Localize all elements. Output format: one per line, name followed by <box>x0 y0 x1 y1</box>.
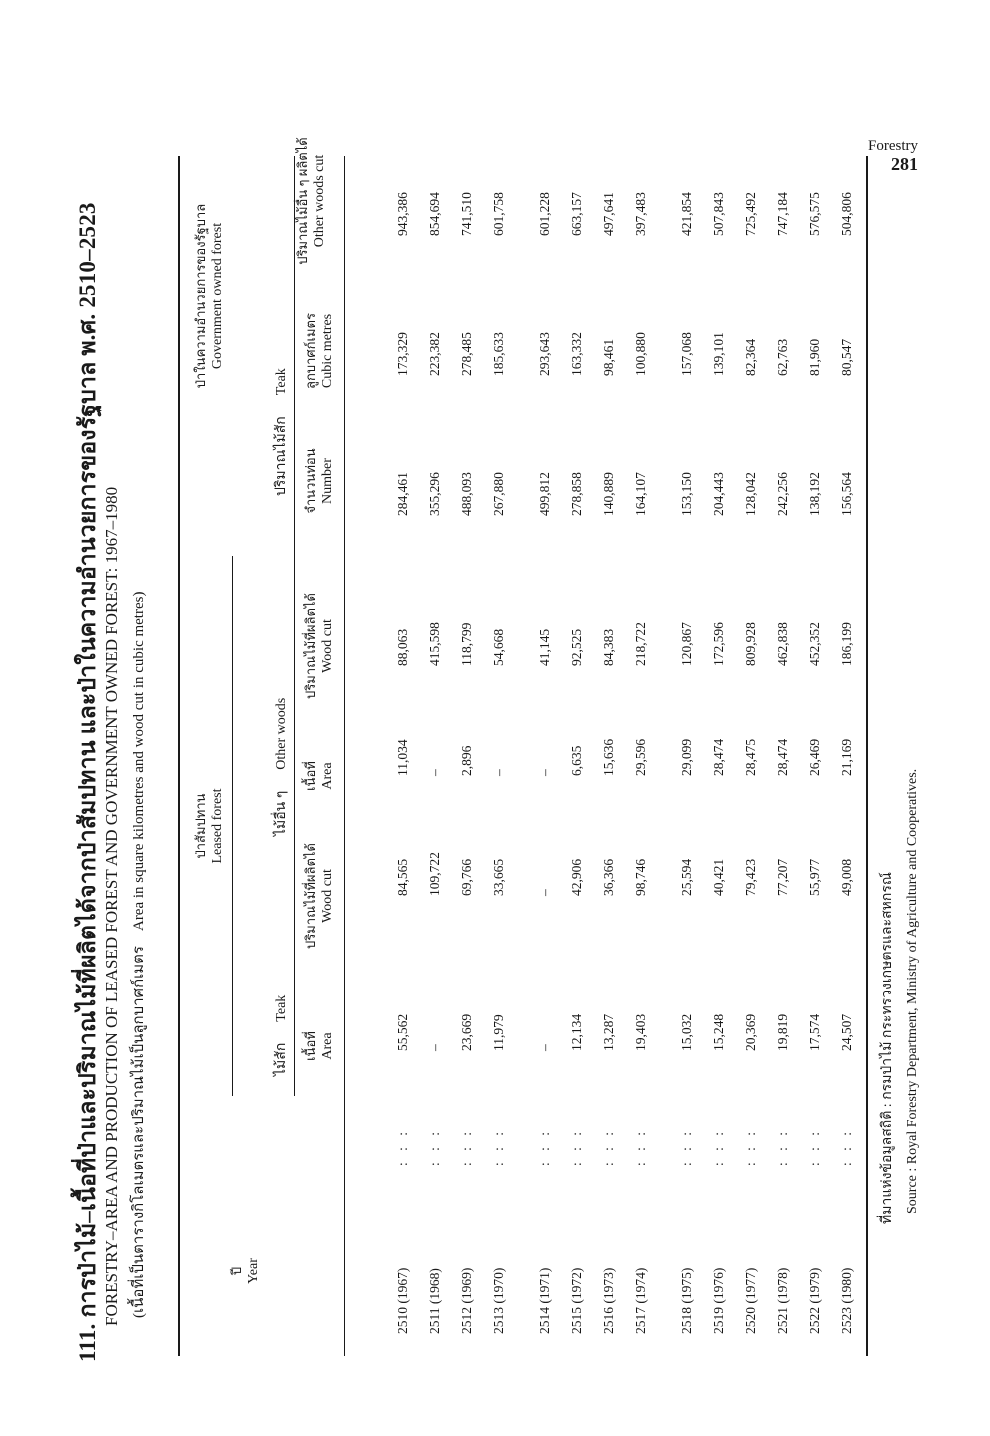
cell-teak-area: – <box>537 1044 552 1051</box>
cell-teak-area: 17,574 <box>807 1013 822 1051</box>
table-row <box>537 0 567 1436</box>
cell-dots: : : : <box>711 1127 726 1166</box>
cell-other-area: 6,635 <box>569 745 584 776</box>
col-other-cut-header <box>302 566 336 726</box>
cell-gov-cubic: 82,364 <box>743 338 758 376</box>
cell-dots: : : : <box>537 1127 552 1166</box>
cell-other-area: 28,474 <box>711 738 726 776</box>
year-header-thai: ปี <box>229 1266 244 1276</box>
cell-other-area: 26,469 <box>807 738 822 776</box>
col-other-cut-english: Wood cut <box>320 619 335 673</box>
cell-gov-cubic: 157,068 <box>679 332 694 376</box>
cell-other-cut: 809,928 <box>743 622 758 666</box>
gov-teak-group-header <box>270 368 292 496</box>
cell-gov-number: 499,812 <box>537 472 552 516</box>
section-name: Forestry <box>868 138 918 154</box>
cell-gov-number: 278,858 <box>569 472 584 516</box>
table-row <box>601 0 631 1436</box>
subgroup-rule <box>294 156 295 1096</box>
cell-gov-other: 741,510 <box>459 192 474 236</box>
page-number: 281 <box>891 154 918 174</box>
cell-gov-other: 576,575 <box>807 192 822 236</box>
cell-other-area: – <box>491 769 506 776</box>
cell-other-cut: 218,722 <box>633 622 648 666</box>
table-row <box>459 0 489 1436</box>
year-header-english: Year <box>246 1258 261 1284</box>
col-teak-cut-header <box>302 826 336 966</box>
col-gov-other-english: Other woods cut <box>312 154 327 248</box>
header-bottom-rule <box>344 156 345 1356</box>
cell-teak-area: 12,134 <box>569 1013 584 1051</box>
leased-span-rule <box>232 556 233 1096</box>
cell-year: 2523 (1980) <box>839 1267 854 1334</box>
col-teak-cut-thai: ปริมาณไม้ที่ผลิตได้ <box>303 843 318 949</box>
col-gov-number-english: Number <box>320 458 335 504</box>
cell-gov-other: 507,843 <box>711 192 726 236</box>
cell-gov-number: 355,296 <box>427 472 442 516</box>
cell-gov-other: 397,483 <box>633 192 648 236</box>
cell-other-cut: 84,383 <box>601 628 616 666</box>
cell-gov-other: 601,758 <box>491 192 506 236</box>
gov-forest-header <box>192 76 226 516</box>
cell-year: 2514 (1971) <box>537 1267 552 1334</box>
cell-teak-cut: – <box>537 889 552 896</box>
cell-gov-cubic: 278,485 <box>459 332 474 376</box>
cell-teak-area: 19,819 <box>775 1013 790 1051</box>
cell-teak-area: 15,032 <box>679 1013 694 1051</box>
cell-teak-cut: 69,766 <box>459 858 474 896</box>
cell-dots: : : : <box>807 1127 822 1166</box>
col-gov-number-header <box>302 426 336 536</box>
cell-other-cut: 54,668 <box>491 628 506 666</box>
table-row <box>427 0 457 1436</box>
cell-gov-number: 204,443 <box>711 472 726 516</box>
gov-forest-english: Government owned forest <box>210 222 225 370</box>
table-row <box>679 0 709 1436</box>
cell-gov-cubic: 185,633 <box>491 332 506 376</box>
cell-teak-cut: 109,722 <box>427 852 442 896</box>
cell-gov-cubic: 293,643 <box>537 332 552 376</box>
cell-teak-cut: 40,421 <box>711 858 726 896</box>
cell-gov-number: 156,564 <box>839 472 854 516</box>
cell-gov-other: 601,228 <box>537 192 552 236</box>
gov-teak-english: Teak <box>274 368 289 396</box>
teak-group-header <box>270 995 292 1076</box>
cell-dots: : : : <box>633 1127 648 1166</box>
cell-teak-cut: 25,594 <box>679 858 694 896</box>
cell-dots: : : : <box>743 1127 758 1166</box>
table-bottom-rule <box>866 156 868 1356</box>
cell-year: 2519 (1976) <box>711 1267 726 1334</box>
table-row <box>775 0 805 1436</box>
cell-gov-other: 421,854 <box>679 192 694 236</box>
leased-forest-thai: ป่าสัมปทาน <box>193 793 208 859</box>
cell-teak-area: 13,287 <box>601 1013 616 1051</box>
cell-dots: : : : <box>395 1127 410 1166</box>
cell-year: 2510 (1967) <box>395 1267 410 1334</box>
cell-gov-number: 242,256 <box>775 472 790 516</box>
year-header <box>228 1226 262 1316</box>
other-group-header <box>270 698 292 836</box>
cell-dots: : : : <box>679 1127 694 1166</box>
table-number: 111. <box>75 1323 100 1362</box>
col-other-cut-thai: ปริมาณไม้ที่ผลิตได้ <box>303 593 318 699</box>
col-teak-area-thai: เนื้อที่ <box>303 1031 318 1061</box>
col-teak-cut-english: Wood cut <box>320 869 335 923</box>
cell-gov-cubic: 62,763 <box>775 338 790 376</box>
cell-gov-number: 153,150 <box>679 472 694 516</box>
cell-other-area: – <box>427 769 442 776</box>
cell-other-area: 28,474 <box>775 738 790 776</box>
cell-dots: : : : <box>491 1127 506 1166</box>
col-teak-area-header <box>302 996 336 1096</box>
teak-english: Teak <box>274 994 289 1022</box>
cell-gov-other: 725,492 <box>743 192 758 236</box>
cell-gov-cubic: 100,880 <box>633 332 648 376</box>
cell-other-cut: 92,525 <box>569 628 584 666</box>
col-teak-area-english: Area <box>320 1032 335 1060</box>
col-other-area-thai: เนื้อที่ <box>303 761 318 791</box>
cell-gov-cubic: 223,382 <box>427 332 442 376</box>
cell-year: 2517 (1974) <box>633 1267 648 1334</box>
unit-note-thai: (เนื้อที่เป็นตารางกิโลเมตรและปริมาณไม้เป็นลูกบาศก์เมตร <box>131 946 147 1318</box>
cell-teak-cut: 55,977 <box>807 858 822 896</box>
gov-forest-thai: ป่าในความอำนวยการของรัฐบาล <box>193 203 208 389</box>
cell-dots: : : : <box>601 1127 616 1166</box>
table-row <box>395 0 425 1436</box>
cell-gov-number: 128,042 <box>743 472 758 516</box>
cell-other-cut: 120,867 <box>679 622 694 666</box>
cell-year: 2518 (1975) <box>679 1267 694 1334</box>
cell-year: 2522 (1979) <box>807 1267 822 1334</box>
cell-gov-cubic: 98,461 <box>601 338 616 376</box>
cell-other-area: 28,475 <box>743 738 758 776</box>
cell-other-cut: 452,352 <box>807 622 822 666</box>
cell-other-cut: 186,199 <box>839 622 854 666</box>
title-thai-text: การป่าไม้–เนื้อที่ป่าและปริมาณไม้ที่ผลิตได้จากป่าสัมปทาน และป่าในความอำนวยการของรัฐบาล พ.ศ. 2510–2523 <box>75 202 100 1318</box>
cell-year: 2516 (1973) <box>601 1267 616 1334</box>
cell-teak-cut: 77,207 <box>775 858 790 896</box>
cell-year: 2520 (1977) <box>743 1267 758 1334</box>
cell-other-cut: 172,596 <box>711 622 726 666</box>
table-title-english: FORESTRY–AREA AND PRODUCTION OF LEASED FOREST AND GOVERNMENT OWNED FOREST: 1967–1980 <box>102 486 121 1326</box>
cell-other-area: 21,169 <box>839 738 854 776</box>
table-row <box>743 0 773 1436</box>
cell-other-cut: 41,145 <box>537 628 552 666</box>
table-top-rule <box>178 156 180 1356</box>
cell-dots: : : : <box>839 1127 854 1166</box>
cell-gov-cubic: 173,329 <box>395 332 410 376</box>
cell-other-area: 2,896 <box>459 745 474 776</box>
cell-teak-area: 15,248 <box>711 1013 726 1051</box>
cell-gov-other: 504,806 <box>839 192 854 236</box>
other-thai: ไม้อื่น ๆ <box>274 790 289 836</box>
gov-teak-thai: ปริมาณไม้สัก <box>274 416 289 496</box>
table-title-thai <box>70 202 106 1362</box>
cell-dots: : : : <box>459 1127 474 1166</box>
cell-gov-number: 284,461 <box>395 472 410 516</box>
col-gov-cubic-english: Cubic metres <box>320 313 335 389</box>
cell-gov-other: 747,184 <box>775 192 790 236</box>
cell-gov-number: 140,889 <box>601 472 616 516</box>
cell-gov-cubic: 139,101 <box>711 332 726 376</box>
cell-gov-other: 663,157 <box>569 192 584 236</box>
cell-other-cut: 415,598 <box>427 622 442 666</box>
cell-gov-cubic: 81,960 <box>807 338 822 376</box>
table-row <box>633 0 663 1436</box>
cell-teak-area: 19,403 <box>633 1013 648 1051</box>
cell-teak-cut: 42,906 <box>569 858 584 896</box>
unit-note <box>126 592 150 1318</box>
other-english: Other woods <box>274 697 289 770</box>
cell-teak-cut: 36,366 <box>601 858 616 896</box>
table-row <box>491 0 521 1436</box>
cell-year: 2515 (1972) <box>569 1267 584 1334</box>
cell-gov-other: 943,386 <box>395 192 410 236</box>
cell-dots: : : : <box>569 1127 584 1166</box>
col-gov-number-thai: จำนวนท่อน <box>303 448 318 514</box>
cell-other-area: – <box>537 769 552 776</box>
cell-teak-area: 20,369 <box>743 1013 758 1051</box>
cell-teak-cut: 33,665 <box>491 858 506 896</box>
teak-thai: ไม้สัก <box>274 1042 289 1076</box>
cell-gov-cubic: 163,332 <box>569 332 584 376</box>
cell-other-area: 29,596 <box>633 738 648 776</box>
cell-gov-number: 488,093 <box>459 472 474 516</box>
col-gov-cubic-header <box>302 286 336 416</box>
cell-gov-other: 497,641 <box>601 192 616 236</box>
cell-year: 2521 (1978) <box>775 1267 790 1334</box>
col-gov-other-thai: ปริมาณไม้อื่น ๆ ผลิตได้ <box>295 137 310 265</box>
col-gov-cubic-thai: ลูกบาศก์เมตร <box>303 313 318 389</box>
col-gov-other-header <box>294 116 328 286</box>
source-english: Source : Royal Forestry Department, Ministry of Agriculture and Cooperatives. <box>905 768 920 1214</box>
cell-other-area: 29,099 <box>679 738 694 776</box>
cell-teak-cut: 79,423 <box>743 858 758 896</box>
cell-dots: : : : <box>775 1127 790 1166</box>
cell-other-area: 15,636 <box>601 738 616 776</box>
cell-gov-number: 164,107 <box>633 472 648 516</box>
table-row <box>807 0 837 1436</box>
cell-year: 2513 (1970) <box>491 1267 506 1334</box>
leased-forest-english: Leased forest <box>210 788 225 864</box>
cell-gov-cubic: 80,547 <box>839 338 854 376</box>
table-row <box>569 0 599 1436</box>
cell-gov-number: 267,880 <box>491 472 506 516</box>
col-other-area-english: Area <box>320 762 335 790</box>
cell-other-cut: 462,838 <box>775 622 790 666</box>
cell-teak-area: – <box>427 1044 442 1051</box>
cell-year: 2511 (1968) <box>427 1268 442 1334</box>
unit-note-english: Area in square kilometres and wood cut in cubic metres) <box>131 591 147 932</box>
cell-teak-area: 24,507 <box>839 1013 854 1051</box>
cell-year: 2512 (1969) <box>459 1267 474 1334</box>
cell-teak-area: 23,669 <box>459 1013 474 1051</box>
table-row <box>711 0 741 1436</box>
cell-teak-area: 55,562 <box>395 1013 410 1051</box>
cell-teak-cut: 98,746 <box>633 858 648 896</box>
table-row <box>839 0 869 1436</box>
cell-teak-area: 11,979 <box>491 1014 506 1051</box>
cell-other-cut: 88,063 <box>395 628 410 666</box>
cell-other-cut: 118,799 <box>459 622 474 666</box>
col-other-area-header <box>302 731 336 821</box>
source-thai: ที่มาแห่งข้อมูลสถิติ : กรมป่าไม้ กระทรวงเกษตรและสหกรณ์ <box>880 872 895 1224</box>
cell-gov-other: 854,694 <box>427 192 442 236</box>
cell-teak-cut: 49,008 <box>839 858 854 896</box>
cell-gov-number: 138,192 <box>807 472 822 516</box>
cell-other-area: 11,034 <box>395 739 410 776</box>
leased-forest-header <box>192 586 226 1066</box>
cell-dots: : : : <box>427 1127 442 1166</box>
cell-teak-cut: 84,565 <box>395 858 410 896</box>
